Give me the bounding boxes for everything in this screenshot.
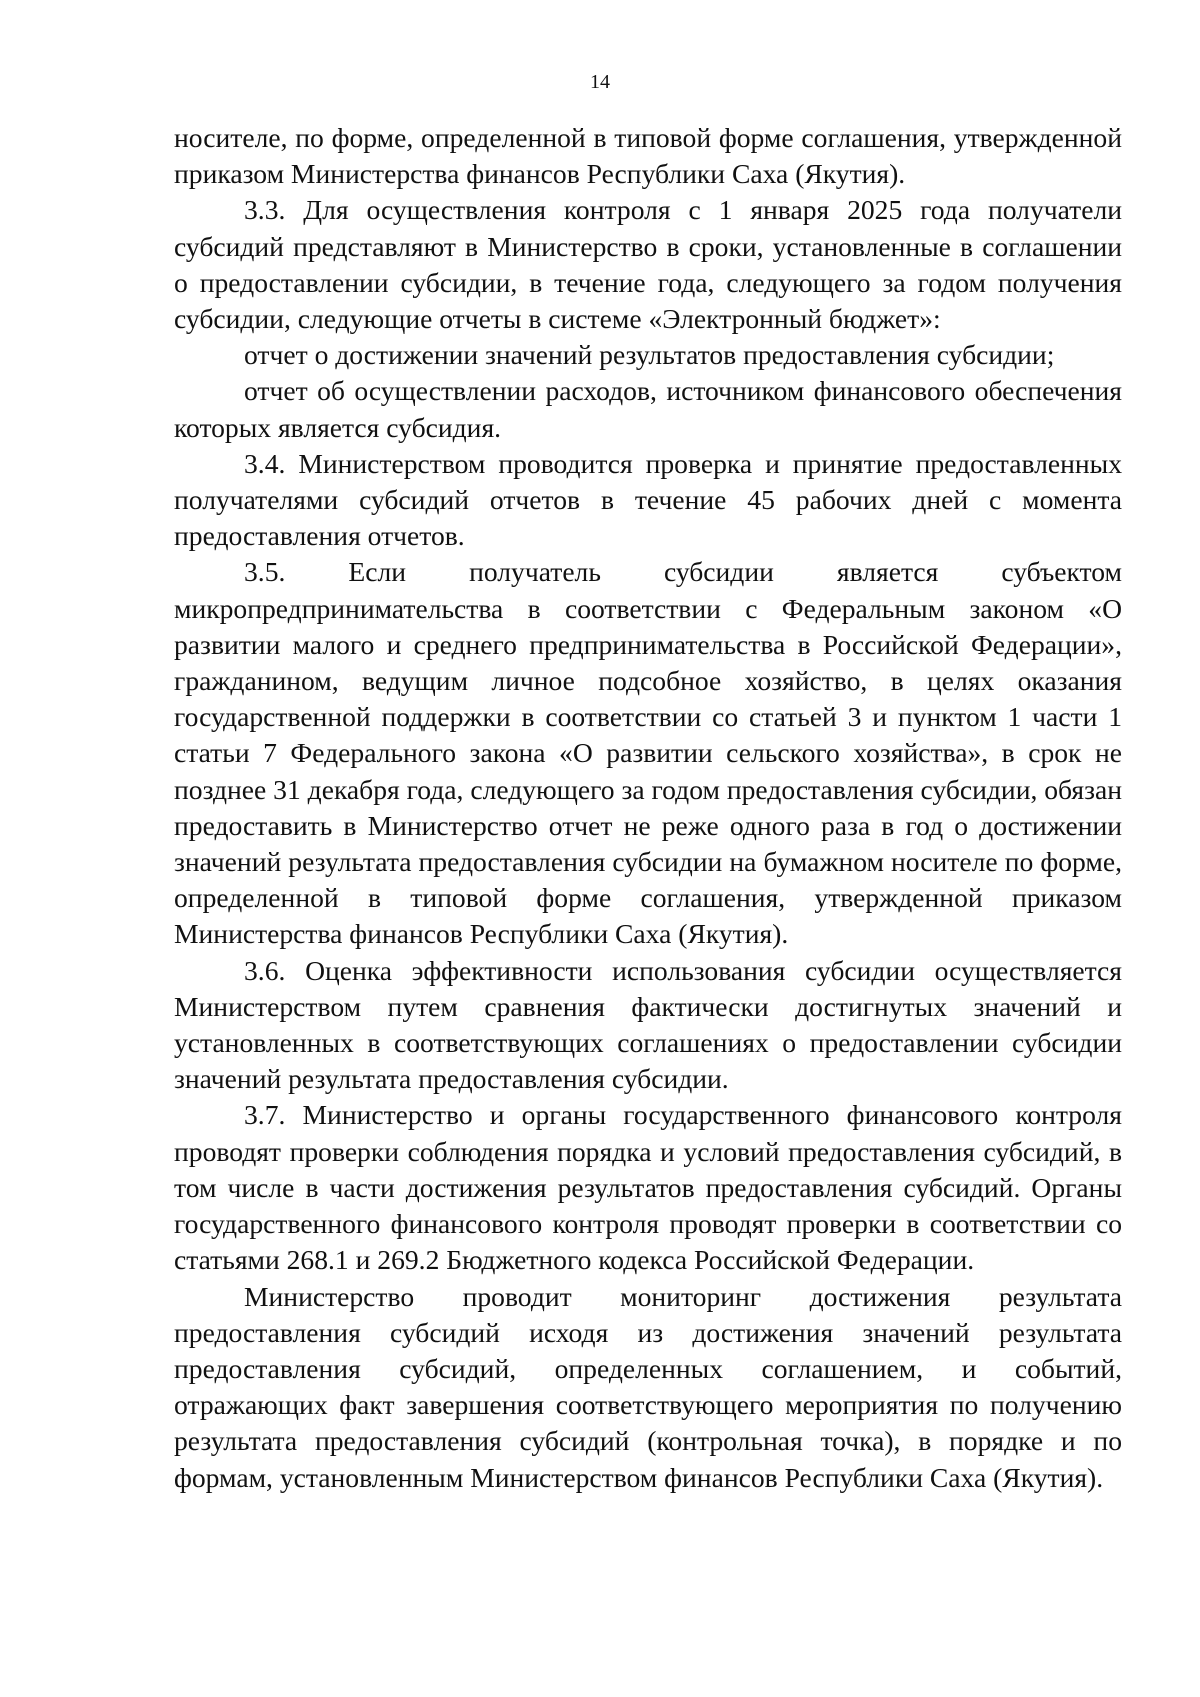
paragraph-3-3: 3.3. Для осуществления контроля с 1 января 2025 года получатели субсидий представляют в Министерство в сроки, установленные в соглашении о предоставлении субсидии, в течение года, следующего за годом получения субсидии, следующие отчеты в системе «Электронный бюджет»: <box>174 194 1122 335</box>
paragraph-continuation: носителе, по форме, определенной в типовой форме соглашения, утвержденной приказом Министерства финансов Республики Саха (Якутия). <box>174 122 1122 190</box>
list-item-report-results: отчет о достижении значений результатов предоставления субсидии; <box>244 339 1055 371</box>
paragraph-monitoring: Министерство проводит мониторинг достижения результата предоставления субсидий исходя из достижения значений результата предоставления субсидий, определенных соглашением, и событий, отражающих факт завершения соответствующего мероприятия по получению результата предоставления субсидий (контрольная точка), в порядке и по формам, установленным Министерством финансов Республики Саха (Якутия). <box>174 1280 1122 1493</box>
document-body <box>174 120 1122 1496</box>
paragraph-3-6: 3.6. Оценка эффективности использования субсидии осуществляется Министерством путем сравнения фактически достигнутых значений и установленных в соответствующих соглашениях о предоставлении субсидии значений результата предоставления субсидии. <box>174 954 1122 1095</box>
page-number: 14 <box>590 71 610 93</box>
paragraph-3-4: 3.4. Министерством проводится проверка и принятие предоставленных получателями субсидий отчетов в течение 45 рабочих дней с момента предоставления отчетов. <box>174 447 1122 552</box>
paragraph-3-7: 3.7. Министерство и органы государственного финансового контроля проводят проверки соблюдения порядка и условий предоставления субсидий, в том числе в части достижения результатов предоставления субсидий. Органы государственного финансового контроля проводят проверки в соответствии со статьями 268.1 и 269.2 Бюджетного кодекса Российской Федерации. <box>174 1099 1122 1276</box>
list-item-report-expenses: отчет об осуществлении расходов, источником финансового обеспечения которых является субсидия. <box>174 375 1122 443</box>
paragraph-3-5: 3.5. Если получатель субсидии является субъектом микропредпринимательства в соответствии с Федеральным законом «О развитии малого и среднего предпринимательства в Российской Федерации», гражданином, ведущим личное подсобное хозяйство, в целях оказания государственной поддержки в соответствии со статьей 3 и пунктом 1 части 1 статьи 7 Федерального закона «О развитии сельского хозяйства», в срок не позднее 31 декабря года, следующего за годом предоставления субсидии, обязан предоставить в Министерство отчет не реже одного раза в год о достижении значений результата предоставления субсидии на бумажном носителе по форме, определенной в типовой форме соглашения, утвержденной приказом Министерства финансов Республики Саха (Якутия). <box>174 556 1123 950</box>
